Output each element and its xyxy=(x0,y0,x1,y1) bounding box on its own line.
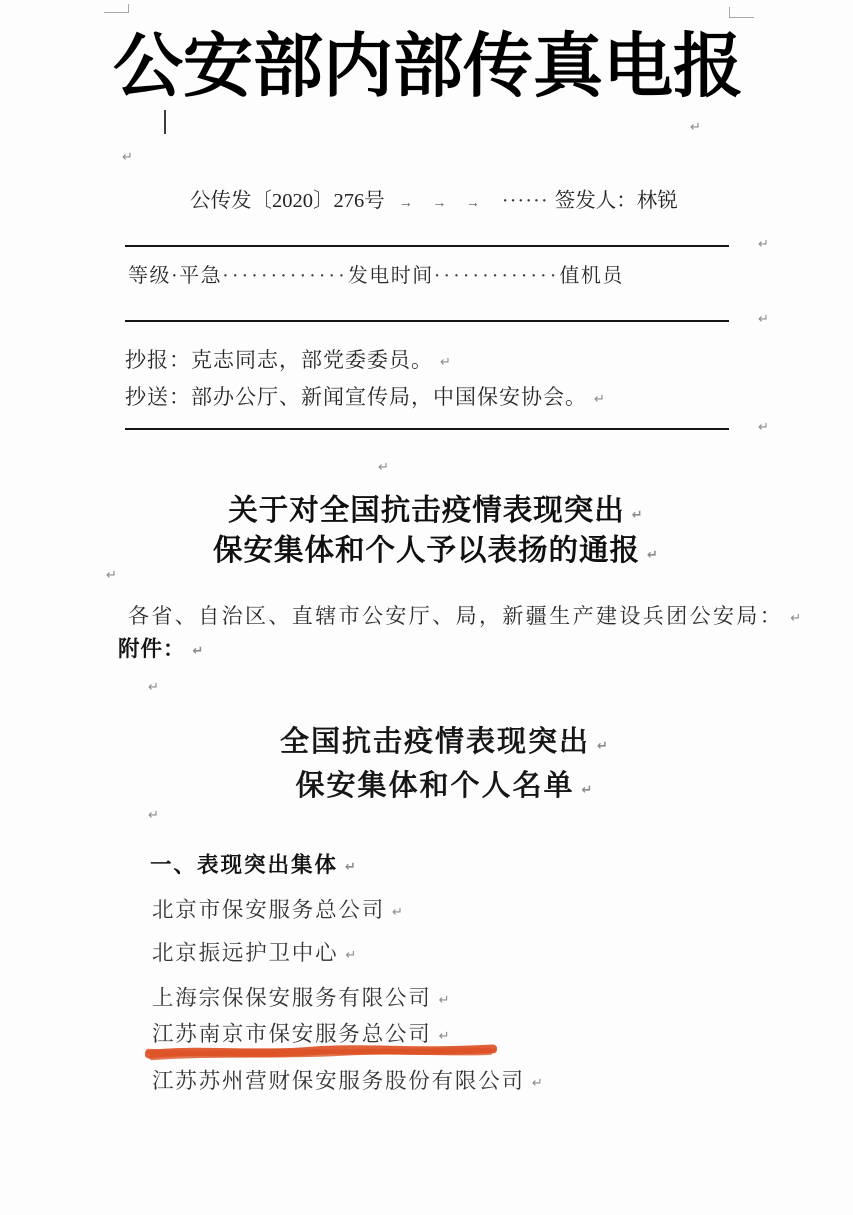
paragraph-mark: ↵ xyxy=(758,312,769,327)
section-heading-text: 一、表现突出集体 xyxy=(150,853,339,877)
leader-dots: ············· xyxy=(433,265,560,287)
copy-report-text: 抄报：克志同志，部党委委员。 xyxy=(125,348,433,372)
paragraph-mark: ↵ xyxy=(345,860,358,875)
paragraph-mark: ↵ xyxy=(148,680,159,695)
attachment-label-text: 附件： xyxy=(118,637,186,661)
attachment-title-text: 全国抗击疫情表现突出 xyxy=(280,726,591,758)
list-item-text: 江苏南京市保安服务总公司 xyxy=(152,1022,432,1046)
list-item xyxy=(152,1064,545,1095)
paragraph-mark: ↵ xyxy=(438,1029,452,1044)
attachment-title-line-2 xyxy=(0,763,853,804)
list-item xyxy=(152,893,405,924)
addressee-line xyxy=(128,600,804,630)
section-heading-outstanding-collectives xyxy=(150,848,358,879)
page-corner-mark-top-right xyxy=(729,17,754,18)
paragraph-mark: ↵ xyxy=(531,1076,545,1091)
paragraph-mark: ↵ xyxy=(690,120,701,135)
paragraph-mark: ↵ xyxy=(647,548,659,563)
page-corner-mark-top-left xyxy=(104,12,129,13)
paragraph-mark: ↵ xyxy=(378,460,389,475)
paragraph-mark: ↵ xyxy=(581,783,595,798)
attachment-title-line-1 xyxy=(0,719,853,760)
paragraph-mark: ↵ xyxy=(192,644,205,659)
attachment-title-text: 保安集体和个人名单 xyxy=(295,770,575,802)
urgency-level-label: 等级·平急 xyxy=(128,265,223,287)
list-item xyxy=(152,981,451,1012)
list-item xyxy=(152,936,358,967)
issuer-name: 签发人：林锐 xyxy=(554,190,678,212)
divider-rule xyxy=(125,428,729,430)
meta-line xyxy=(128,259,624,288)
attachment-label xyxy=(118,632,204,663)
paragraph-mark: ↵ xyxy=(597,739,610,754)
paragraph-mark: ↵ xyxy=(345,948,359,963)
divider-rule xyxy=(125,320,729,322)
leader-dots: ······ xyxy=(501,190,549,212)
paragraph-mark: ↵ xyxy=(594,392,606,407)
paragraph-mark: ↵ xyxy=(758,237,769,252)
paragraph-mark: ↵ xyxy=(440,355,452,370)
notice-title-text: 关于对全国抗击疫情表现突出 xyxy=(228,494,625,527)
copy-send-line xyxy=(125,381,606,411)
operator-label: 值机员 xyxy=(559,265,624,287)
page-corner-mark-top-left xyxy=(128,4,129,13)
list-item-text: 上海宗保保安服务有限公司 xyxy=(152,986,432,1010)
paragraph-mark: ↵ xyxy=(758,420,769,435)
paragraph-mark: ↵ xyxy=(392,905,405,920)
paragraph-mark: ↵ xyxy=(438,993,452,1008)
doc-number: 公传发〔2020〕276号 xyxy=(190,190,385,212)
highlight-scribble-annotation xyxy=(145,1039,497,1065)
paragraph-mark: ↵ xyxy=(106,568,117,583)
notice-title-text: 保安集体和个人予以表扬的通报 xyxy=(213,534,641,567)
notice-title-line-1 xyxy=(0,487,853,529)
leader-dots: ············· xyxy=(222,265,348,287)
masthead-title: 公安部内部传真电报 xyxy=(113,24,743,107)
send-time-label: 发电时间 xyxy=(347,265,434,287)
addressee-text: 各省、自治区、直辖市公安厅、局，新疆生产建设兵团公安局： xyxy=(128,604,784,628)
copy-send-text: 抄送：部办公厅、新闻宣传局，中国保安协会。 xyxy=(125,385,587,409)
paragraph-mark: ↵ xyxy=(122,150,133,165)
notice-title-line-2 xyxy=(0,527,853,569)
paragraph-mark: ↵ xyxy=(790,611,804,626)
list-item-text: 北京市保安服务总公司 xyxy=(152,898,386,922)
paragraph-mark: ↵ xyxy=(631,508,644,523)
list-item-text: 江苏苏州营财保安服务股份有限公司 xyxy=(152,1069,525,1093)
doc-number-line xyxy=(190,183,678,213)
paragraph-mark: ↵ xyxy=(148,808,159,823)
tab-arrow-marks: → → → xyxy=(398,196,488,211)
divider-rule xyxy=(125,245,729,247)
cursor-mark xyxy=(164,110,166,134)
list-item-text: 北京振远护卫中心 xyxy=(152,941,339,965)
copy-report-line xyxy=(125,344,452,374)
